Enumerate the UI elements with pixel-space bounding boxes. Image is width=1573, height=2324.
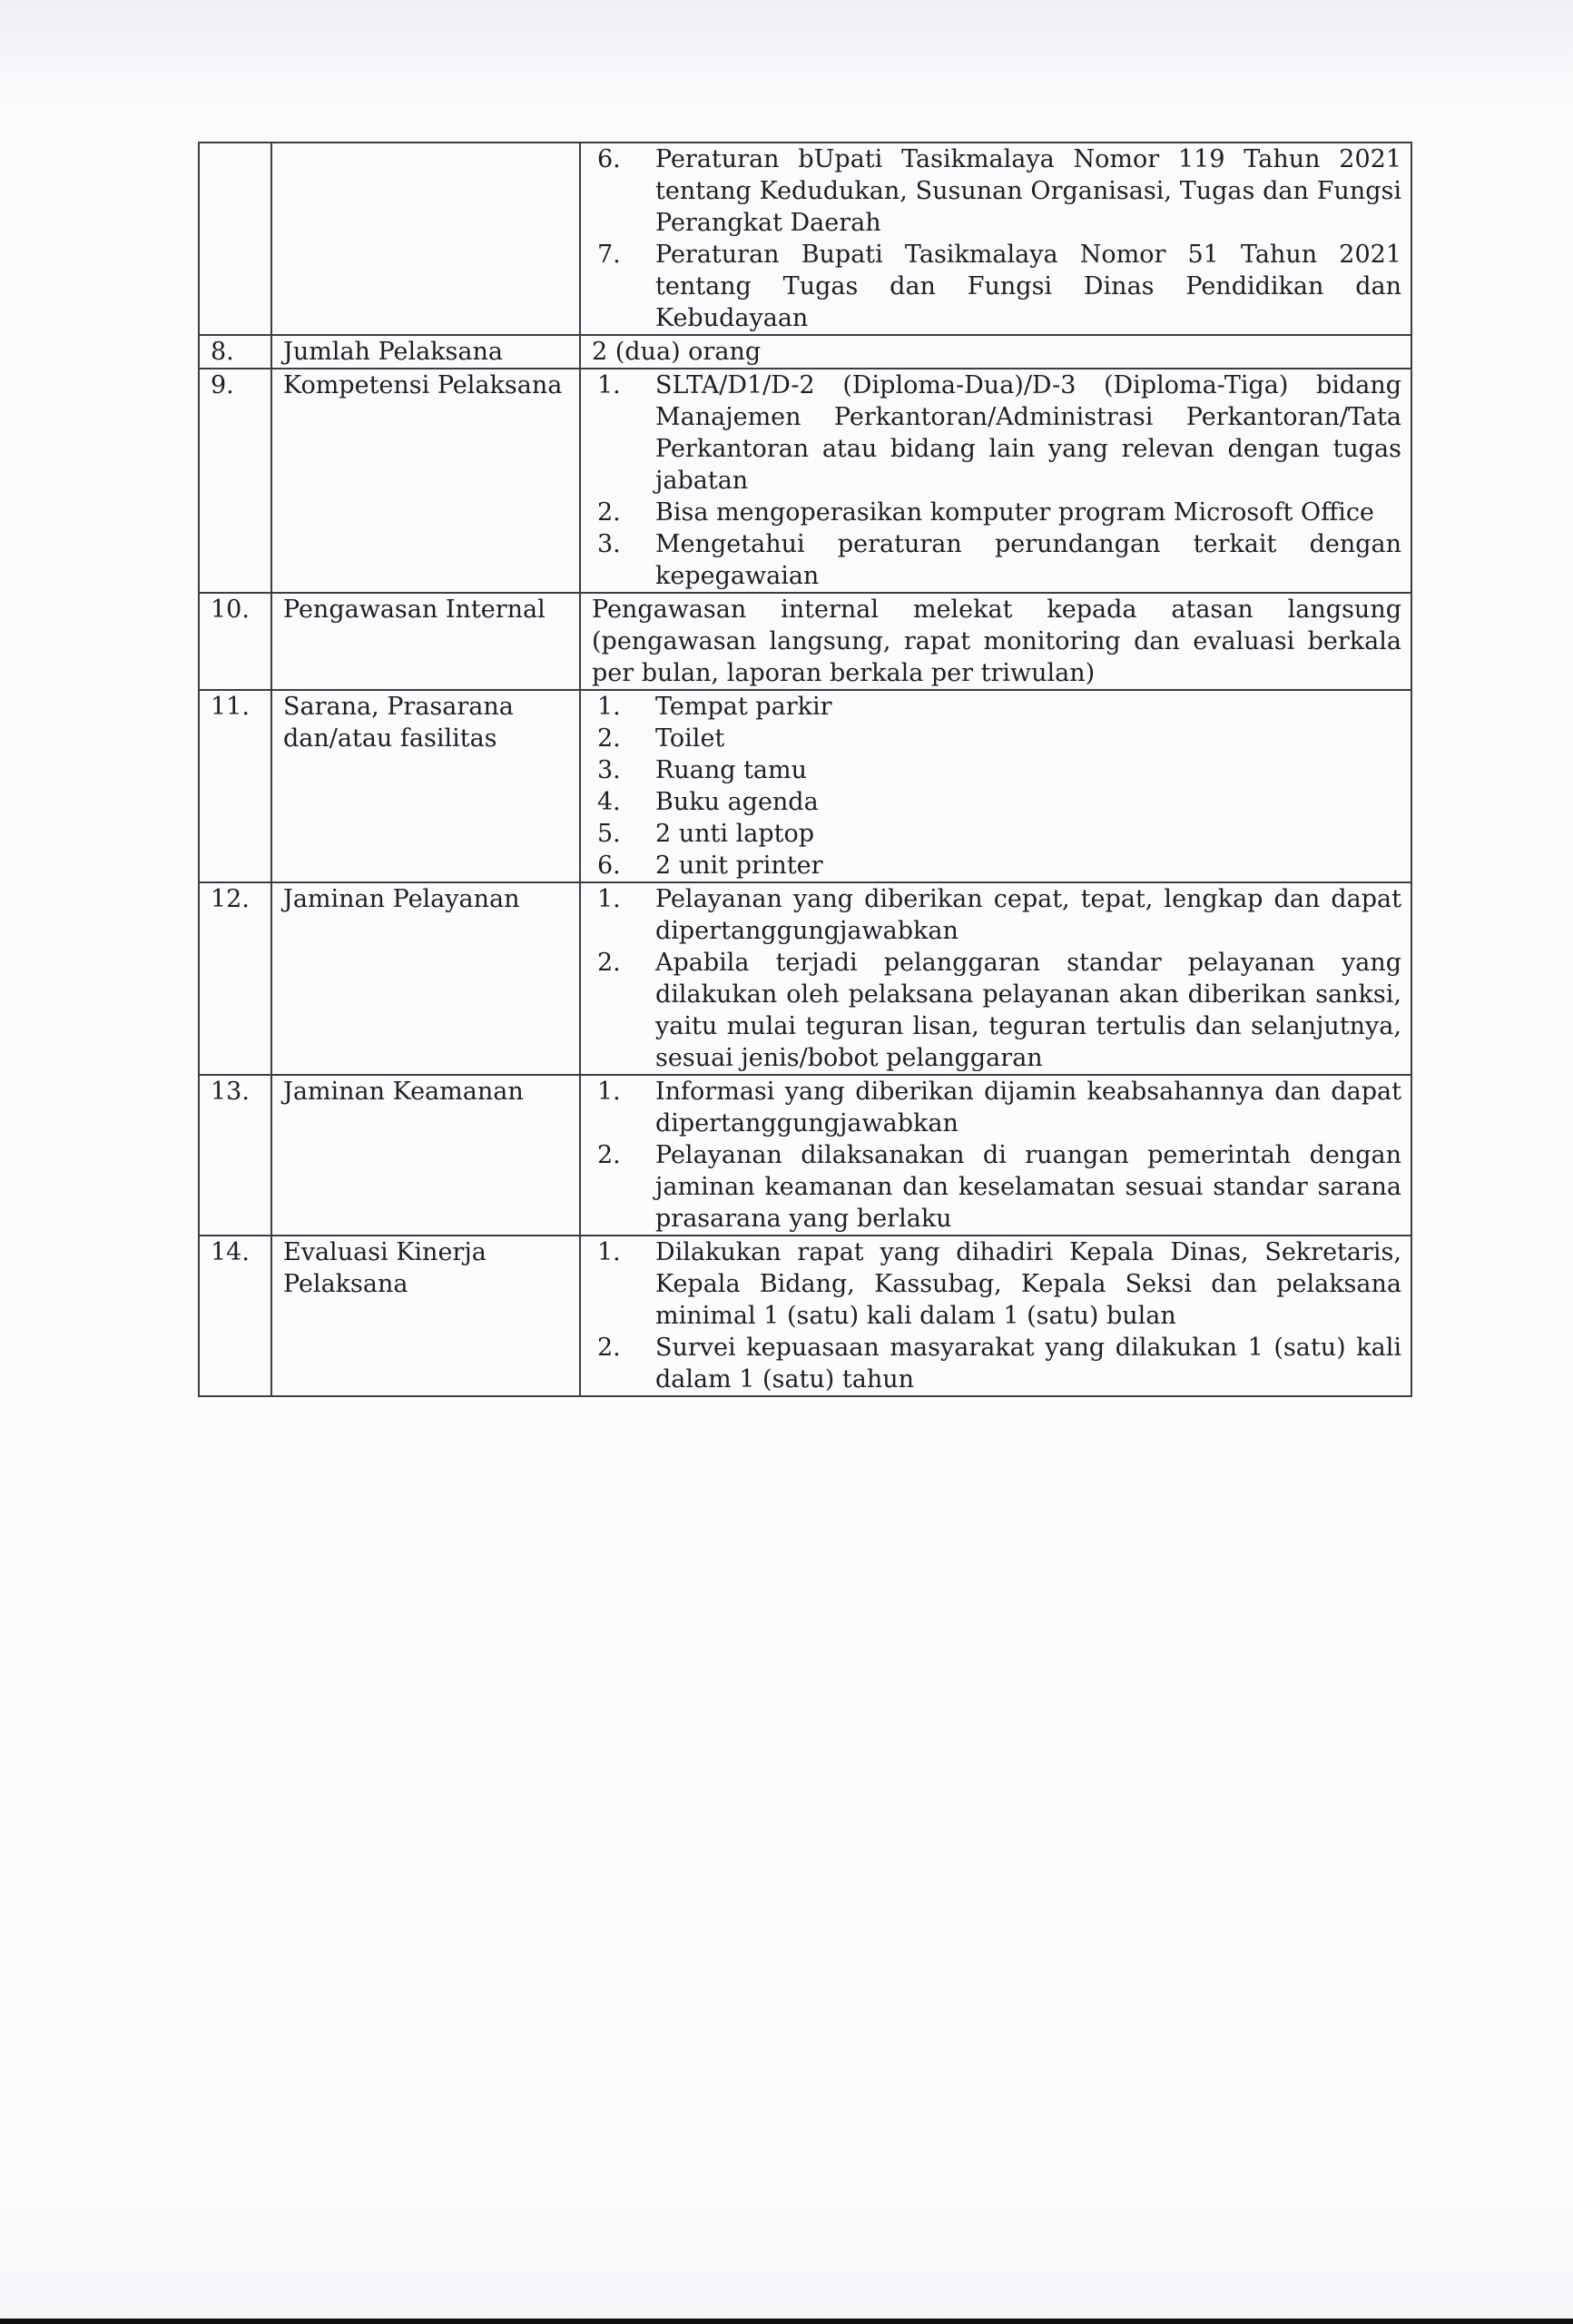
row-description bbox=[580, 1075, 1411, 1236]
row-description bbox=[580, 143, 1411, 335]
list-item: 2. Survei kepuasaan masyarakat yang dilakukan 1 (satu) kali dalam 1 (satu) tahun bbox=[597, 1334, 1401, 1393]
list-item: 1. Dilakukan rapat yang dihadiri Kepala Dinas, Sekretaris, Kepala Bidang, Kassubag, Kepala Seksi dan pelaksana minimal 1 (satu) kali dalam 1 (satu) bulan bbox=[597, 1238, 1401, 1330]
list-item: 6. 2 unit printer bbox=[597, 852, 823, 880]
row-component: Kompetensi Pelaksana bbox=[271, 369, 580, 593]
table-row bbox=[199, 690, 1411, 882]
row-component: Jaminan Pelayanan bbox=[271, 882, 580, 1075]
row-number: 13. bbox=[199, 1075, 271, 1236]
row-number: 11. bbox=[199, 690, 271, 882]
service-standard-table bbox=[198, 142, 1412, 1397]
row-component: Sarana, Prasarana dan/atau fasilitas bbox=[271, 690, 580, 882]
row-component: Pengawasan Internal bbox=[271, 593, 580, 690]
table-row bbox=[199, 335, 1411, 369]
row-component: Evaluasi Kinerja Pelaksana bbox=[271, 1236, 580, 1396]
row-description: 2 (dua) orang bbox=[580, 335, 1411, 369]
row-description bbox=[580, 1236, 1411, 1396]
list-item: 2. Pelayanan dilaksanakan di ruangan pemerintah dengan jaminan keamanan dan keselamatan sesuai standar sarana prasarana yang berlaku bbox=[597, 1141, 1401, 1233]
list-item: 5. 2 unti laptop bbox=[597, 820, 815, 848]
row-number: 14. bbox=[199, 1236, 271, 1396]
table-row bbox=[199, 593, 1411, 690]
table-row bbox=[199, 882, 1411, 1075]
row-description bbox=[580, 690, 1411, 882]
row-component bbox=[271, 143, 580, 335]
list-item: 1. SLTA/D1/D-2 (Diploma-Dua)/D-3 (Diploma-Tiga) bidang Manajemen Perkantoran/Administrasi Perkantoran/Tata Perkantoran atau bidang lain yang relevan dengan tugas jabatan bbox=[597, 371, 1401, 495]
list-item: 3. Ruang tamu bbox=[597, 756, 808, 784]
list-item: 2. Apabila terjadi pelanggaran standar pelayanan yang dilakukan oleh pelaksana pelayanan akan diberikan sanksi, yaitu mulai teguran lisan, teguran tertulis dan selanjutnya, sesuai jenis/bobot pelanggaran bbox=[597, 949, 1401, 1072]
list-item: 6. Peraturan bUpati Tasikmalaya Nomor 119 Tahun 2021 tentang Kedudukan, Susunan Organisasi, Tugas dan Fungsi Perangkat Daerah bbox=[597, 145, 1401, 237]
row-number bbox=[199, 143, 271, 335]
list-item: 1. Pelayanan yang diberikan cepat, tepat, lengkap dan dapat dipertanggungjawabkan bbox=[597, 885, 1401, 945]
table-row bbox=[199, 143, 1411, 335]
row-component: Jumlah Pelaksana bbox=[271, 335, 580, 369]
list-item: 2. Bisa mengoperasikan komputer program Microsoft Office bbox=[597, 498, 1374, 527]
table-row bbox=[199, 1236, 1411, 1396]
row-number: 8. bbox=[199, 335, 271, 369]
scan-bottom-edge bbox=[0, 2319, 1573, 2324]
row-description: Pengawasan internal melekat kepada atasan langsung (pengawasan langsung, rapat monitoring dan evaluasi berkala per bulan, laporan berkala per triwulan) bbox=[580, 593, 1411, 690]
list-item: 4. Buku agenda bbox=[597, 788, 819, 816]
table-row bbox=[199, 1075, 1411, 1236]
list-item: 2. Toilet bbox=[597, 724, 725, 753]
list-item: 1. Informasi yang diberikan dijamin keabsahannya dan dapat dipertanggungjawabkan bbox=[597, 1078, 1401, 1137]
table-row bbox=[199, 369, 1411, 593]
row-description bbox=[580, 369, 1411, 593]
row-component: Jaminan Keamanan bbox=[271, 1075, 580, 1236]
list-item: 7. Peraturan Bupati Tasikmalaya Nomor 51 Tahun 2021 tentang Tugas dan Fungsi Dinas Pendidikan dan Kebudayaan bbox=[597, 241, 1401, 332]
row-number: 10. bbox=[199, 593, 271, 690]
row-number: 9. bbox=[199, 369, 271, 593]
row-number: 12. bbox=[199, 882, 271, 1075]
list-item: 1. Tempat parkir bbox=[597, 693, 832, 721]
row-description bbox=[580, 882, 1411, 1075]
list-item: 3. Mengetahui peraturan perundangan terkait dengan kepegawaian bbox=[597, 530, 1401, 590]
